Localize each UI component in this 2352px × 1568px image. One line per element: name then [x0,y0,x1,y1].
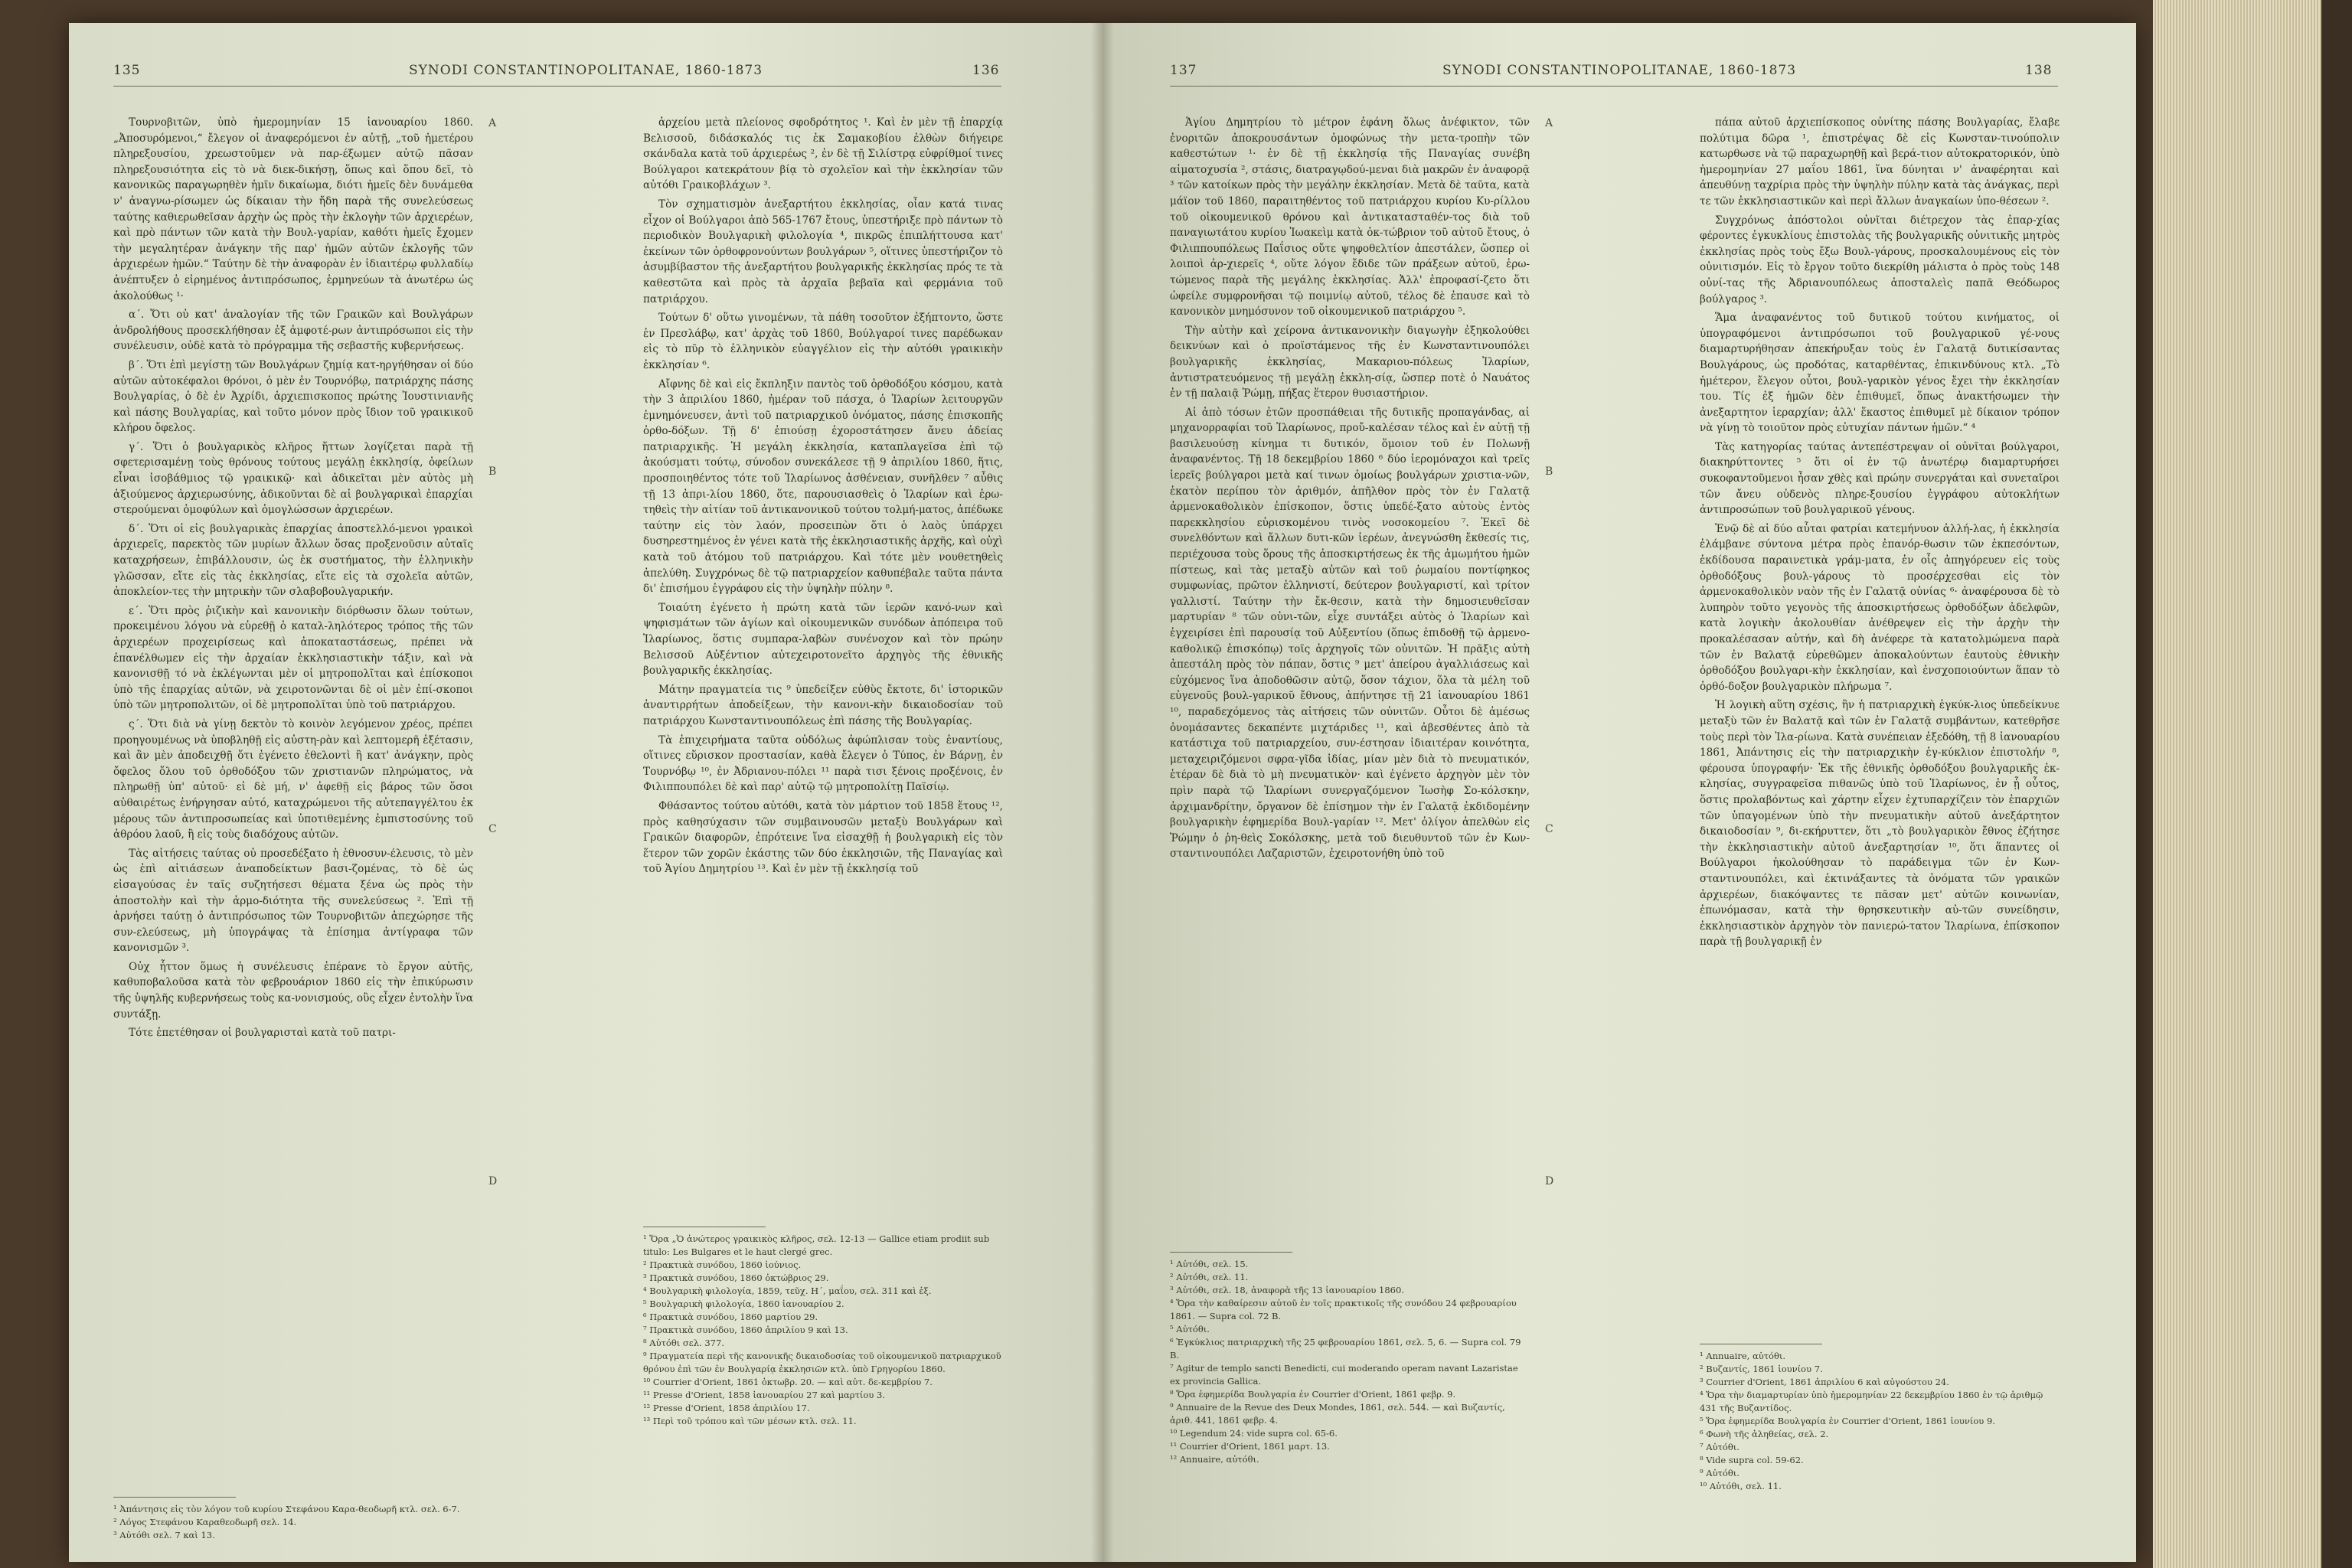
footnote: ¹² Annuaire, αὐτόθι. [1170,1454,1259,1465]
footnote: ⁸ Vide supra col. 59-62. [1700,1455,1804,1465]
footnote: ⁴ Ὅρα τὴν καθαίρεσιν αὐτοῦ ἐν τοῖς πρακτικοῖς τῆς συνόδου 24 φεβρουαρίου 1861. — Supra col. 72 B. [1170,1298,1517,1321]
footnote: ¹³ Περὶ τοῦ τρόπου καὶ τῶν μέσων κτλ. σελ. 11. [643,1416,857,1426]
paragraph: ε΄. Ὅτι πρὸς ῥιζικὴν καὶ κανονικὴν διόρθωσιν ὅλων τούτων, προκειμένου λόγου νὰ εὑρεθῇ ὁ καταλ-ληλότερος τρόπος τῆς τῶν ἀρχιερέων προχειρίσεως καὶ ἀποκαταστάσεως, πρέπει νὰ ἐπανέλθωμεν εἰς τὴν ἀρχαίαν ἐκκλησιαστικὴν τάξιν, καὶ νὰ κανονισθῇ τό νὰ ἐκλέγωνται μὲν οἱ μητροπολῖται καὶ ἐπίσκοποι ὑπὸ τῆς ἐπαρχίας αὐτῶν, νὰ χειροτονῶνται δὲ οἱ μὲν ἐπί-σκοποι ὑπὸ τῶν μητροπολιτῶν, οἱ δὲ μητροπολῖται ὑπὸ τοῦ πατριάρχου. [113,604,473,712]
paragraph: Οὐχ ἧττον ὅμως ἡ συνέλευσις ἐπέρανε τὸ ἔργον αὐτῆς, καθυποβαλοῦσα κατὰ τὸν φεβρουάριον 1860 εἰς τὴν ἐπικύρωσιν τῆς ὑψηλῆς κυβερνήσεως τοὺς κα-νονισμούς, οὓς εἶχεν ἐντολὴν ἵνα συντάξῃ. [113,960,473,1021]
right-page [1102,23,2136,1562]
paragraph: πάπα αὐτοῦ ἀρχιεπίσκοπος οὐνίτης πάσης Βουλγαρίας, ἔλαβε πολύτιμα δῶρα ¹, ἐπιστρέψας δὲ εἰς Κωνσταν-τινούπολιν κατωρθωσε νὰ τῷ παραχωρηθῇ καὶ βερά-τιον αὐτοκρατορικόν, ὑπὸ ἡμερομηνίαν 27 μαΐου 1861, ἵνα δύνηται ν' ἀναφέρηται καὶ ἀπευθύνῃ ταχρίρια πρὸς τὴν ὑψηλὴν πύλην κατὰ τὰς ἀνάγκας, περὶ τε τῶν ἐκκλησιαστικῶν καὶ περὶ ἄλλων ἀναγκαίων ὑπο-θέσεων ². [1700,116,2060,207]
running-title: SYNODI CONSTANTINOPOLITANAE, 1860-1873 [1442,63,1797,78]
footnote: ³ Πρακτικὰ συνόδου, 1860 ὀκτώβριος 29. [643,1272,829,1283]
footnote: ⁶ Φωνὴ τῆς ἀληθείας, σελ. 2. [1700,1429,1829,1439]
footnote: ⁵ Ὅρα ἐφημερίδα Βουλγαρία ἐν Courrier d'Orient, 1861 ἰουνίου 9. [1700,1416,1995,1426]
footnote: ⁷ Πρακτικὰ συνόδου, 1860 ἀπριλίου 9 καὶ 13. [643,1325,848,1335]
paragraph: Ἐνῷ δὲ αἱ δύο αὗται φατρίαι κατεμήνυον ἀλλή-λας, ἡ ἐκκλησία ἐλάμβανε σύντονα μέτρα πρὸς ἐπανόρ-θωσιν τῶν ἐκπεσόντων, ἐκδίδουσα παραινετικὰ γράμ-ματα, ἐν οἷς ἀπηγόρευεν εἰς τοὺς ὀρθοδόξους βουλ-γάρους τὸ προσέρχεσθαι εἰς τὸν ἀρμενοκαθολικὸν ναὸν τῆς ἐν Γαλατᾷ οὐνίας ⁶· ἀναφέρουσα δὲ τὸ λυπηρὸν τοῦτο γεγονὸς τῆς ἀποσκιρτήσεως ὀρθοδόξων ἀδελφῶν, κατὰ λογικὴν ἀκολουθίαν ἀνέθρεψεν εἰς τὴν ἀρχὴν τὴν προκαλέσασαν αὐτήν, καὶ δὴ ἀνέφερε τὰ κατατολμώμενα παρὰ τῶν ἐν Βαλατᾷ εὑρεθῶμεν ἀποκαλούντων ἑαυτοὺς ἐθνικὴν ὀρθοδόξου βουλγαρι-κὴν ἐκκλησίαν, καὶ ἐνσχοποιούντων ἅπαν τὸ ὀρθό-δοξον βουλγαρικὸν πλήρωμα ⁷. [1700,522,2060,693]
footnote: ² Λόγος Στεφάνου Καραθεοδωρῆ σελ. 14. [113,1517,297,1527]
paragraph: Τὰ ἐπιχειρήματα ταῦτα οὐδόλως ἀφώπλισαν τοὺς ἐναντίους, οἵτινες εὕρισκον προστασίαν, καθὰ ἔλεγεν ὁ Τύπος, ἐν Βάρνῃ, ἐν Τουρνόβῳ ¹⁰, ἐν Ἀδριανου-πόλει ¹¹ παρὰ τισι ξένοις προξένοις, ἐν Φιλιππουπόλει δὲ καὶ παρ' αὐτῷ τῷ μητροπολίτῃ Παϊσίῳ. [643,733,1003,794]
footnotes-left [113,1503,473,1542]
footnote: ⁸ Αὐτόθι σελ. 377. [643,1338,724,1348]
paragraph: Ἡ λογικὴ αὕτη σχέσις, ἣν ἡ πατριαρχικὴ ἐγκύκ-λιος ὑπεδείκνυε μεταξὺ τῶν ἐν Βαλατᾷ καὶ τῶν ἐν Γαλατᾷ συμβάντων, κατεθρῆσε τοὺς περὶ τὸν Ἰλα-ρίωνα. Κατὰ συνέπειαν ἐξεδόθη, τῇ 8 ἰανουαρίου 1861, Ἀπάντησις εἰς τὴν πατριαρχικὴν ἐγ-κύκλιον ἐπιστολήν ⁸, φέρουσα ὑπογραφήν· Ἐκ τῆς ἐθνικῆς ὀρθοδόξου βουλγαρικῆς ἐκ-κλησίας, συγγραφεῖσα πιθανῶς ὑπὸ τοῦ Ἰλαρίωνος, ἐν ᾗ οὗτος, ὅστις προλαβόντως καὶ χάρτην εἶχεν ἐχτυπαρχίζειν τὸν ἐπαρχιῶν τῶν ὑπαγομένων ὑπὸ τὴν πνευματικὴν αὐτοῦ ἀνεξάρτητον δικαιοδοσίαν ⁹, δι-εκήρυττεν, ὅτι „τὸ βουλγαρικὸν ἔθνος ἐζήτησε τὴν ἐκκλησιαστικὴν αὐτοῦ ἀνεξαρτησίαν ¹⁰, ὅτι ἅπαντες οἱ Βούλγαροι ἠκολούθησαν τὸ παράδειγμα τῶν ἐν Κων-σταντινουπόλει, καὶ ἐκτινάξαντες τὰ ὀνόματα τῶν γραικῶν ἀρχιερέων, διακόψαντες τε πᾶσαν μετ' αὐτῶν κοινωνίαν, ἐπωνόμασαν, κατὰ τὴν θρησκευτικὴν αὐ-τῶν συνείδησιν, ἐκκλησιαστικὸν ἀρχηγὸν τὸν πανιερώ-τατον Ἰλαρίωνα, ἐπίσκοπον παρὰ τῇ βουλγαρικῇ ἐν [1700,699,2060,949]
paragraph: α΄. Ὅτι οὐ κατ' ἀναλογίαν τῆς τῶν Γραικῶν καὶ Βουλγάρων ἀνδρολήθους προσεκλήθησαν ἐξ ἀμφοτέ-ρων ἀντιπρόσωποι εἰς τὴν συνέλευσιν, οὐδὲ κατὰ τὸ πρόγραμμα τῆς σεβαστῆς κυβερνήσεως. [113,309,473,353]
paragraph: Τούτων δ' οὕτω γινομένων, τὰ πάθη τοσοῦτον ἐξήπτοντο, ὥστε ἐν Πρεσλάβῳ, κατ' ἀρχὰς τοῦ 1860, Βούλγαροί τινες παρέδωκαν εἰς τὸ πῦρ τὸ ἑλληνικὸν εὐαγγέλιον εἰς τὴν αὐτόθι γραικικὴν ἐκκλησίαν ⁶. [643,312,1003,371]
paragraph: Μάτην πραγματεία τις ⁹ ὑπεδείξεν εὐθὺς ἔκτοτε, δι' ἱστορικῶν ἀναντιρρήτων ἀποδείξεων, τὴν κανονι-κὴν δικαιοδοσίαν τοῦ πατριάρχου Κωνσταντινουπόλεως ἐπὶ πάσης τῆς Βουλγαρίας. [643,683,1003,727]
footnote: ¹ Ἀπάντησις εἰς τὸν λόγον τοῦ κυρίου Στεφάνου Καρα-θεοδωρῆ κτλ. σελ. 6-7. [113,1504,460,1514]
footnote: ⁶ Ἐγκύκλιος πατριαρχικὴ τῆς 25 φεβρουαρίου 1861, σελ. 5, 6. — Supra col. 79 B. [1170,1337,1521,1361]
paragraph: Ἁγίου Δημητρίου τὸ μέτρον ἐφάνη ὅλως ἀνέφικτον, τῶν ἐνοριτῶν ἀποκρουσάντων ὁμοφώνως τὴν μετα-τροπὴν τῶν καθεστώτων ¹· ἐν δὲ τῇ ἐκκλησίᾳ τῆς Παναγίας συνέβη αἱματοχυσία ², στάσις, διατραγῳδού-μεναι διὰ μακρῶν ἐν ἀναφορᾷ ³ τῶν κατοίκων πρὸς τὴν μεγάλην ἐκκλησίαν. Μετὰ δὲ ταῦτα, κατὰ μάϊον τοῦ 1860, παραιτηθέντος τοῦ πατριάρχου κυρίου Κυ-ρίλλου τοῦ οἰκουμενικοῦ θρόνου καὶ ἀντικατασταθέν-τος διὰ τοῦ παναγιωτάτου κυρίου Ἰωακεὶμ κατὰ ὀκ-τώβριον τοῦ αὐτοῦ ἔτους, ὁ Φιλιππουπόλεως Παΐσιος οὔτε ψηφοθελτίον ἀπεστάλεν, ὥσπερ οἱ λοιποὶ ἀρ-χιερεῖς ⁴, οὔτε λόγον ἔδιδε τῶν πράξεων αὐτοῦ, ἐρω-τώμενος παρὰ τῆς μεγάλης ἐκκλησίας. Ἀλλ' ἐπροφασί-ζετο ὅτι ὠφείλε συμφρονῆσαι τῷ ποιμνίῳ αὐτοῦ, τέλος δὲ ἐπαυσε καὶ τὸ κανονικὸν μνημόσυνον τοῦ οἰκουμενικοῦ πατριάρχου ⁵. [1170,116,1530,318]
paragraph: ἀρχείου μετὰ πλείονος σφοδρότητος ¹. Καὶ ἐν μὲν τῇ ἐπαρχίᾳ Βελισσοῦ, διδάσκαλός τις ἐκ Σαμακοβίου ἐλθὼν διήγειρε σκάνδαλα κατὰ τοῦ ἀρχιερέως ², ἐν δὲ τῇ Σιλίστρᾳ εὐφρίθμοί τινες Βούλγαροι κατεκράτουν βίᾳ τὸ σχολεῖον καὶ τὴν ἐκκλησίαν τῶν αὐτόθι Γραικοβλάχων ³. [643,116,1003,192]
paragraph: Τοιαύτη ἐγένετο ἡ πρώτη κατὰ τῶν ἱερῶν κανό-νων καὶ ψηφισμάτων τῶν ἁγίων καὶ οἰκουμενικῶν συνόδων ἀπόπειρα τοῦ Ἰλαρίωνος, ὅστις συμπαρα-λαβὼν συνένοχον καὶ τὸν πρώην Βελισσοῦ Αὐξέντιον αὐτεχειροτονεῖτο ἀρχηγὸς τῆς ἐθνικῆς βουλγαρικῆς ἐκκλησίας. [643,601,1003,678]
footnote: ¹ Αὐτόθι, σελ. 15. [1170,1259,1249,1269]
footnotes-right [1700,1350,2060,1493]
left-page [69,23,1102,1562]
paragraph: Τότε ἐπετέθησαν οἱ βουλγαρισταὶ κατὰ τοῦ πατρι- [129,1027,396,1040]
footnote: ⁷ Αὐτόθι. [1700,1442,1740,1452]
paragraph: Τὰς κατηγορίας ταύτας ἀντεπέστρεψαν οἱ οὐνῖται βούλγαροι, διακηρύττοντες ⁵ ὅτι οἱ ἐν τῷ ἀνωτέρῳ διαμαρτυρήσει συκοφαντοῦμενοι ἦσαν χθὲς καὶ πρώην συνεργάται καὶ συνεταῖροι τῶν ἄνευ οὐδενὸς πληρε-ξουσίου ἐγγράφου αὐτοκλήτων ἀντιπροσώπων τοῦ βουλγαρικοῦ γένους. [1700,440,2060,517]
footnote: ¹ Ὅρα „Ὁ ἀνώτερος γραικικὸς κλῆρος, σελ. 12-13 — Gallice etiam prodiit sub titulo: Les Bulgares et le haut clergé grec. [643,1233,990,1257]
page-number: 136 [972,63,1000,78]
text-column-left [1170,115,1530,865]
book-gutter [1091,23,1114,1562]
text-column-left [113,115,473,1044]
paragraph: δ΄. Ὅτι οἱ εἰς βουλγαρικὰς ἐπαρχίας ἀποστελλό-μενοι γραικοὶ ἀρχιερεῖς, παρεκτὸς τῶν μυρίων ἄλλων ὅσας προξενοῦσιν αὐταῖς καταχρήσεων, ἐπιβάλλουσιν, ὡς ἐκ συστήματος, τὴν ἑλληνικὴν γλῶσσαν, εἴτε εἰς τὰς ἐκκλησίας, εἴτε εἰς τὰ σχολεῖα αὐτῶν, ἀποκλείον-τες τὴν μητρικὴν τῶν σλαβοβουλγαρικήν. [113,522,473,599]
margin-marker: D [1545,1175,1554,1187]
footnotes-right [643,1233,1003,1428]
paragraph: Αἴφνης δὲ καὶ εἰς ἔκπληξιν παντὸς τοῦ ὀρθοδόξου κόσμου, κατὰ τὴν 3 ἀπριλίου 1860, ἡμέραν τοῦ πάσχα, ὁ Ἰλαρίων λειτουργῶν ἐμνημόνευσεν, ἀντὶ τοῦ πατριαρχικοῦ ὀνόματος, πάσης ἐπισκοπῆς ὀρθο-δόξων. Τῇ δ' ἐπιούσῃ ἐχοροστάτησεν ἄνευ ἀδείας πατριαρχικῆς. Ἡ μεγάλη ἐκκλησία, καταπλαγεῖσα ἐπὶ τῷ ἀκούσματι τούτῳ, σύνοδον συνεκάλεσε τῇ 9 ἀπριλίου 1860, ἥτις, προσποιηθέντος τότε τοῦ Ἰλαρίωνος ἀσθένειαν, συνῆλθεν ⁷ αὖθις τῇ 13 ἀπρι-λίου 1860, ὅτε, παρουσιασθεὶς ὁ Ἰλαρίων καὶ ἐρω-τηθεὶς τὴν αἰτίαν τοῦ ἀντικανονικοῦ τούτου τολμή-ματος, ἀπέδωκε ταύτην εἰς τὸν λαόν, προσειπὼν ὅτι ὁ λαὸς ὑπάρχει δυσηρεστημένος ἐν γένει κατὰ τῆς ἐκκλησιαστικῆς ἀρχῆς, καὶ οὐχὶ κατὰ τοῦ ἀτόμου τοῦ πατριάρχου. Καὶ τότε μὲν νουθετηθεὶς ἀπελύθη. Συγχρόνως δὲ τῷ πατριαρχείον καθυπέβαλε ταῦτα πάντα δι' ἐπισήμου ἐγγράφου εἰς τὴν ὑψηλὴν πύλην ⁸. [643,377,1003,596]
header-rule [1170,86,2058,87]
footnote: ⁴ Βουλγαρικὴ φιλολογία, 1859, τεῦχ. Η΄, μαΐου, σελ. 311 καὶ ἑξ. [643,1285,932,1296]
footnote: ¹¹ Courrier d'Orient, 1861 μαρτ. 13. [1170,1441,1330,1452]
footnote: ¹¹ Presse d'Orient, 1858 ἰανουαρίου 27 καὶ μαρτίου 3. [643,1390,885,1400]
paragraph: Συγχρόνως ἀπόστολοι οὐνῖται διέτρεχον τὰς ἐπαρ-χίας φέροντες ἐγκυκλίους ἐπιστολὰς τῆς βουλγαρικῆς οὐνιτικῆς μητρὸς ἐκκλησίας πρὸς τοὺς ἔξω Βουλ-γάρους, προσκαλουμένους εἰς τὸν οὐνιτισμόν. Εἰς τὸ ἔργον τοῦτο διεκρίθη μάλιστα ὁ πρὸς τοὺς 148 οὐνί-τας τῆς Ἀδριανουπόλεως ἀποσταλεὶς παπᾶ Θεόδωρος βούλγαρος ³. [1700,214,2060,305]
footnote: ¹² Presse d'Orient, 1858 ἀπριλίου 17. [643,1403,810,1413]
footnote: ⁵ Βουλγαρικὴ φιλολογία, 1860 ἰανουαρίου 2. [643,1298,844,1309]
footnote: ² Βυζαντίς, 1861 ἰουνίου 7. [1700,1364,1823,1374]
page-number: 135 [113,63,141,78]
footnote: ¹⁰ Courrier d'Orient, 1861 ὀκτωβρ. 20. — καὶ αὐτ. δε-κεμβρίου 7. [643,1377,933,1387]
header-rule [113,86,1001,87]
margin-marker: D [488,1175,498,1187]
footnote: ¹⁰ Legendum 24: vide supra col. 65-6. [1170,1428,1338,1439]
paragraph: Τουρνοβιτῶν, ὑπὸ ἡμερομηνίαν 15 ἰανουαρίου 1860. „Ἀποσυρόμενοι,“ ἔλεγον οἱ ἀναφερόμενοι ἐν αὐτῇ, „τοῦ ἡμετέρου πληρεξουσίου, χρεωστοῦμεν νὰ παρ-έξωμεν αὐτῷ πᾶσαν πληρεξουσιότητα εἰς τὸ νὰ διεκ-δικήσῃ, ὅπως καὶ ὅπου δεῖ, τὸ κανονικῶς παραγωρηθὲν ἡμῖν δικαίωμα, διότι ἡμεῖς δὲν δυνάμεθα ν' ἀναγνω-ρίσωμεν ὡς δίκαιαν τὴν ἤδη παρὰ τῆς συνελεύσεως ταύτης καθιερωθεῖσαν ἀρχὴν ὡς πρὸς τὴν ἐκλογὴν τῶν ἀρχιερέων, καὶ πρὸ πάντων τῶν κατὰ τὴν Βουλ-γαρίαν, καθότι ἡμεῖς ἔχομεν τὴν μεγαλητέραν ἀνάγκην τῆς παρ' ἡμῶν αὐτῶν ἐκλογῆς τῶν ἀρχιερέων ἡμῶν.“ Ταύτην δὲ τὴν ἀναφορὰν ἐν ἰδιαιτέρῳ φυλλαδίῳ ἀνέπτυξεν ὁ εἰρημένος ἀντιπρόσωπος, ἑρμηνεύων τὰ ἀνωτέρω ὡς ἀκολούθως ¹· [113,116,473,302]
footnote: ⁵ Αὐτόθι. [1170,1324,1210,1334]
book-cover-edge [2321,0,2352,1568]
book-spread [69,23,2136,1562]
paragraph: Τὸν σχηματισμὸν ἀνεξαρτήτου ἐκκλησίας, οἷαν κατά τινας εἶχον οἱ Βούλγαροι ἀπὸ 565-1767 ἔτους, ὑπεστήριξε πρὸ πάντων τὸ περιοδικὸν Βουλγαρικὴ φιλολογία ⁴, πικρῶς ἐπιπλήττουσα κατ' ἐκείνων τῶν ὀρθοφρονούντων βουλγάρων ⁵, οἵτινες ὑπεστήριζον τὸ ἀσυμβίβαστον τῆς ἀνεξαρτήτου βουλγαρικῆς ἐκκλησίας πρός τε τὰ καθεστῶτα καὶ πρὸς τὰ ἀρχαῖα βεβαῖα καὶ φερμάνια τοῦ πατριάρχου. [643,198,1003,305]
text-column-right [643,115,1003,880]
footnote-rule [113,1497,236,1498]
page-number: 138 [2025,63,2053,78]
margin-marker: B [488,466,497,478]
page-number: 137 [1170,63,1197,78]
paragraph: β΄. Ὅτι ἐπὶ μεγίστῃ τῶν Βουλγάρων ζημίᾳ κατ-ηργήθησαν οἱ δύο αὐτῶν αὐτοκέφαλοι θρόνοι, ὁ μὲν ἐν Τουρνόβῳ, πατριάρχης πάσης Βουλγαρίας, ὁ δὲ ἐν Ἀχρίδι, ἀρχιεπισκοπος πρώτης Ἰουστινιανῆς καὶ πάσης Βουλγαρίας, καὶ τοῦτο μόνον πρὸς ἴδιον τοῦ γραικικοῦ κλήρου ὄφελος. [113,358,473,435]
paragraph: γ΄. Ὅτι ὁ βουλγαρικὸς κλῆρος ἥττων λογίζεται παρὰ τῇ σφετερισαμένῃ τοὺς θρόνους τούτους μεγάλῃ ἐκκλησίᾳ, ὀφείλων εἶναι ἰσοβάθμιος τῷ γραικικῷ· καὶ ἀδικεῖται μὲν αὐτὸς μὴ ἀξιούμενος ἀρχιερωσύνης, ἀδικοῦνται δὲ αἱ βουλγαρικαὶ ἐπαρχίαι στερούμεναι ὁμοφύλων καὶ ὁμογλώσσων ἀρχιερέων. [113,440,473,517]
running-head [1102,63,2136,93]
footnotes-left [1170,1258,1530,1466]
margin-marker: A [1545,117,1553,129]
paragraph: Αἱ ἀπὸ τόσων ἐτῶν προσπάθειαι τῆς δυτικῆς προπαγάνδας, αἱ μηχανορραφίαι τοῦ Ἰλαρίωνος, προὔ-καλέσαν τέλος καὶ ἐν αὐτῇ τῇ βασιλευούσῃ κίνημα τι δυτικόν, ὅμοιον τοῦ ἐν Πολωνῇ ἀναφανέντος. Τῇ 18 δεκεμβρίου 1860 ⁶ δύο ἱερομόναχοι καὶ τρεῖς ἱερεῖς βούλγαροι μετὰ καί τινων ὁμοίως βουλγάρων χριστια-νῶν, ἑκατὸν περίπου τὸν ἀριθμόν, ἀπῆλθον πρὸς τὸν ἐν Γαλατᾷ ἀρμενοκαθολικὸν ἐπίσκοπον, ὅστις ὑπεδέ-ξατο αὐτοὺς ἐντὸς παρεκκλησίου εὑρισκομένου τινὸς νοσοκομείου ⁷. Ἐκεῖ δὲ συνελθόντων καὶ ἄλλων δυτι-κῶν ἱερέων, ἀνεγνώσθη ἔκθεσίς τις, περιέχουσα τοὺς ὅρους τῆς ἀποσκιρτήσεως ἐκ τῆς ἀμωμήτου ἡμῶν πίστεως, καὶ τὰς μεταξὺ αὐτῶν καὶ τοῦ ῥωμαίου ποντίφηκος συμφωνίας, πρῶτον ἑλληνιστί, δεύτερον βουλγαριστί, καὶ τρίτον γαλλιστί. Ταύτην τὴν ἔκ-θεσιν, κατὰ τὴν δημοσιευθεῖσαν μαρτυρίαν ⁸ τῶν οὐνι-τῶν, εἶχε συντάξει αὐτὸς ὁ Ἰλαρίων καὶ ἐγχειρίσει ἐπὶ παρουσίᾳ τοῦ Αὐξεντίου (ὅπως ἐπιδοθῇ τῷ ἀρμενο-καθολικῷ ἐπισκόπῳ) τοῖς ἀρχηγοῖς τῶν οὐνιτῶν. Ἡ πρᾶξις αὐτὴ ἀπεστάλη πρὸς τὸν πάπαν, ὅστις ⁹ μετ' ἀπείρου ἀγαλλιάσεως καὶ εὐχόμενος ἵνα ἀποδοθῶσιν αὐτῷ, ὅσον τάχιον, ὅλα τὰ μέλη τοῦ εὐγενοῦς βουλ-γαρικοῦ ἔθνους, ἀπήντησε τῇ 21 ἰανουαρίου 1861 ¹⁰, παραδεχόμενος τὰς αἰτήσεις τῶν οὐνιτῶν. Οὗτοι δὲ ἀμέσως ὀνομάσαντες δεκαπέντε μιχτάριδες ¹¹, καὶ ἀβεσθέντες ἀπὸ τὰ κατάστιχα τοῦ πατριαρχείου, συν-έστησαν ἰδιαιτέραν κοινότητα, μεταχειριζόμενοι σφρα-γῖδα ἰδίας, μίαν μὲν διὰ τὸ πνευματικόν, ἑτέραν δὲ διὰ τὸ μὴ πνευματικὸν· καὶ ἐγένετο ἀρχηγὸν μὲν τὸν πρὶν παρὰ τῷ Ἰλαρίωνι συνεργαζόμενον Ἰωσὴφ Σο-κόλσκην, ἀρχιμανδρίτην, ὄργανον δὲ ἐπίσημον τὴν ἐν Γαλατᾷ ἐκδιδομένην βουλγαρικὴν ἐφημερίδα Βουλ-γαρίαν ¹². Μετ' ὀλίγον ἀπελθὼν εἰς Ῥώμην ὁ ῥη-θεὶς Σοκόλσκης, μετὰ τοῦ διευθυντοῦ τῶν ἐν Κων-σταντινουπόλει Λαζαριστῶν, ἐχειροτονήθη ὑπὸ τοῦ [1170,406,1530,861]
paragraph: Τὰς αἰτήσεις ταύτας οὐ προσεδέξατο ἡ ἐθνοσυν-έλευσις, τὸ μὲν ὡς ἐπὶ αἰτιάσεων ἀναποδείκτων βασι-ζομένας, τὸ δὲ ὡς εἰσαγούσας ἐν ταῖς συζητήσεσι θέματα ξένα ὡς πρὸς τὴν ἀποστολὴν καὶ τὴν ἁρμο-διότητα τῆς συνελεύσεως ². Ἐπὶ τῇ ἀρνήσει ταύτῃ ὁ ἀντιπρόσωπος τῶν Τουρνοβιτῶν ἀπεχώρησε τῆς συν-ελεύσεως, μὴ ὑπογράψας τὰ ἐπίσημα ἀντίγραφα τῶν κανονισμῶν ³. [113,847,473,955]
footnote: ⁸ Ὅρα ἐφημερίδα Βουλγαρία ἐν Courrier d'Orient, 1861 φεβρ. 9. [1170,1389,1456,1400]
footnote: ⁹ Αὐτόθι. [1700,1468,1740,1478]
margin-marker: A [488,117,497,129]
footnote: ¹ Annuaire, αὐτόθι. [1700,1351,1786,1361]
footnote: ³ Αὐτόθι, σελ. 18, ἀναφορὰ τῆς 13 ἰανουαρίου 1860. [1170,1285,1404,1295]
footnote: ³ Courrier d'Orient, 1861 ἀπριλίου 6 καὶ αὐγούστου 24. [1700,1377,1949,1387]
footnote: ⁷ Agitur de templo sancti Benedicti, cui moderando operam navant Lazaristae ex provincia Gallica. [1170,1363,1518,1387]
footnote: ¹⁰ Αὐτόθι, σελ. 11. [1700,1481,1782,1491]
margin-marker: C [488,823,497,835]
paragraph: ς΄. Ὅτι διὰ νὰ γίνῃ δεκτὸν τὸ κοινὸν λεγόμενον χρέος, πρέπει προηγουμένως νὰ ὑποβληθῇ εἰς αὐστη-ρὰν καὶ λεπτομερῆ ἐξέτασιν, καὶ ἂν μὲν ἀποδειχθῇ ὅτι ἐγένετο ἐθελοντὶ ἢ κατ' ἀνάγκην, πρὸς ὄφελος ὅλου τοῦ ὀρθοδόξου τῶν χριστιανῶν πληρώματος, νὰ πληρωθῇ ὑπ' αὐτοῦ· εἰ δὲ μή, ν' ἀφεθῇ εἰς βάρος τῶν ὅσοι αὐθαιρέτως ἐνήργησαν αὐτό, καταχρώμενοι τῆς αὐτεπαγγέλτου ἐκ μέρους τῶν ἀντιπροσωπείας καὶ ὑποτιθεμένης ἐμπιστοσύνης τοῦ ἀθρόου λαοῦ, ἢ εἰς τοὺς διαδόχους αὐτῶν. [113,717,473,841]
footnote: ⁶ Πρακτικὰ συνόδου, 1860 μαρτίου 29. [643,1312,818,1322]
footnote: ³ Αὐτόθι σελ. 7 καὶ 13. [113,1530,215,1540]
margin-marker: B [1545,466,1553,478]
footnote-rule [1170,1252,1292,1253]
footnote: ² Αὐτόθι, σελ. 11. [1170,1272,1249,1282]
running-title: SYNODI CONSTANTINOPOLITANAE, 1860-1873 [408,63,763,78]
footnote: ⁹ Πραγματεία περὶ τῆς κανονικῆς δικαιοδοσίας τοῦ οἰκουμενικοῦ πατριαρχικοῦ θρόνου ἐπὶ τῶν ἐν Βουλγαρίᾳ ἐκκλησιῶν κτλ. ὑπὸ Γρηγορίου 1860. [643,1351,1001,1374]
margin-marker: C [1545,823,1553,835]
running-head [69,63,1102,93]
paragraph: Φθάσαντος τούτου αὐτόθι, κατὰ τὸν μάρτιον τοῦ 1858 ἔτους ¹², πρὸς καθησύχασιν τῶν συμβαινουσῶν μεταξὺ Βουλγάρων καὶ Γραικῶν διαφορῶν, ἐπρότεινε ἵνα εἰσαχθῇ ἡ βουλγαρικὴ εἰς τὸν ἕτερον τῶν χορῶν ἑκάστης τῶν δύο ἐκκλησιῶν, τῆς Παναγίας καὶ τοῦ Ἁγίου Δημητρίου ¹³. Καὶ ἐν μὲν τῇ ἐκκλησίᾳ τοῦ [643,799,1003,876]
paragraph: Ἅμα ἀναφανέντος τοῦ δυτικοῦ τούτου κινήματος, οἱ ὑπογραφόμενοι ἀντιπρόσωποι τοῦ βουλγαρικοῦ γέ-νους διαμαρτυρήθησαν ἀπεκήρυξαν τοὺς ἐν Γαλατᾷ δυτικίσαντας Βουλγάρους, ὡς προδότας, καταρθέντας, ἐπικινδύνους κτλ. „Τὸ ἡμέτερον, ἔλεγον οὗτοι, βουλ-γαρικὸν γένος ἔχει τὴν ἐκκλησίαν του. Τίς ἐξ ἡμῶν δὲν ἐπιθυμεῖ, ὅπως ἀνακτήσωμεν τὴν ἀνεξαρτητον ἱεραρχίαν; ἀλλ' ἕκαστος ἐπιθυμεῖ μὲ δίκαιον τρόπον νὰ γίνῃ τὸ τοιοῦτον πρὸς εὐτυχίαν πάντων ἡμῶν.“ ⁴ [1700,312,2060,435]
footnote: ² Πρακτικὰ συνόδου, 1860 ἰούνιος. [643,1259,802,1270]
text-column-right [1700,115,2060,953]
footnote: ⁹ Annuaire de la Revue des Deux Mondes, 1861, σελ. 544. — καὶ Βυζαντίς, ἀριθ. 441, 1861 φεβρ. 4. [1170,1402,1505,1426]
paragraph: Τὴν αὐτὴν καὶ χείρονα ἀντικανονικὴν διαγωγὴν ἐξηκολούθει δεικνύων καὶ ὁ προϊστάμενος τῆς ἐν Κωνσταντινουπόλει βουλγαρικῆς ἐκκλησίας, Μακαριου-πόλεως Ἰλαρίων, ἀντιστρατευόμενος τῇ μεγάλῃ ἐκκλη-σίᾳ, ὥσπερ ποτὲ ὁ Ναυάτος ἐν τῇ παλαιᾷ Ῥώμῃ, πήξας ἕτερον θυσιαστήριον. [1170,324,1530,400]
footnote: ⁴ Ὅρα τὴν διαμαρτυρίαν ὑπὸ ἡμερομηνίαν 22 δεκεμβρίου 1860 ἐν τῷ ἀριθμῷ 431 τῆς Βυζαντίδος. [1700,1390,2043,1413]
